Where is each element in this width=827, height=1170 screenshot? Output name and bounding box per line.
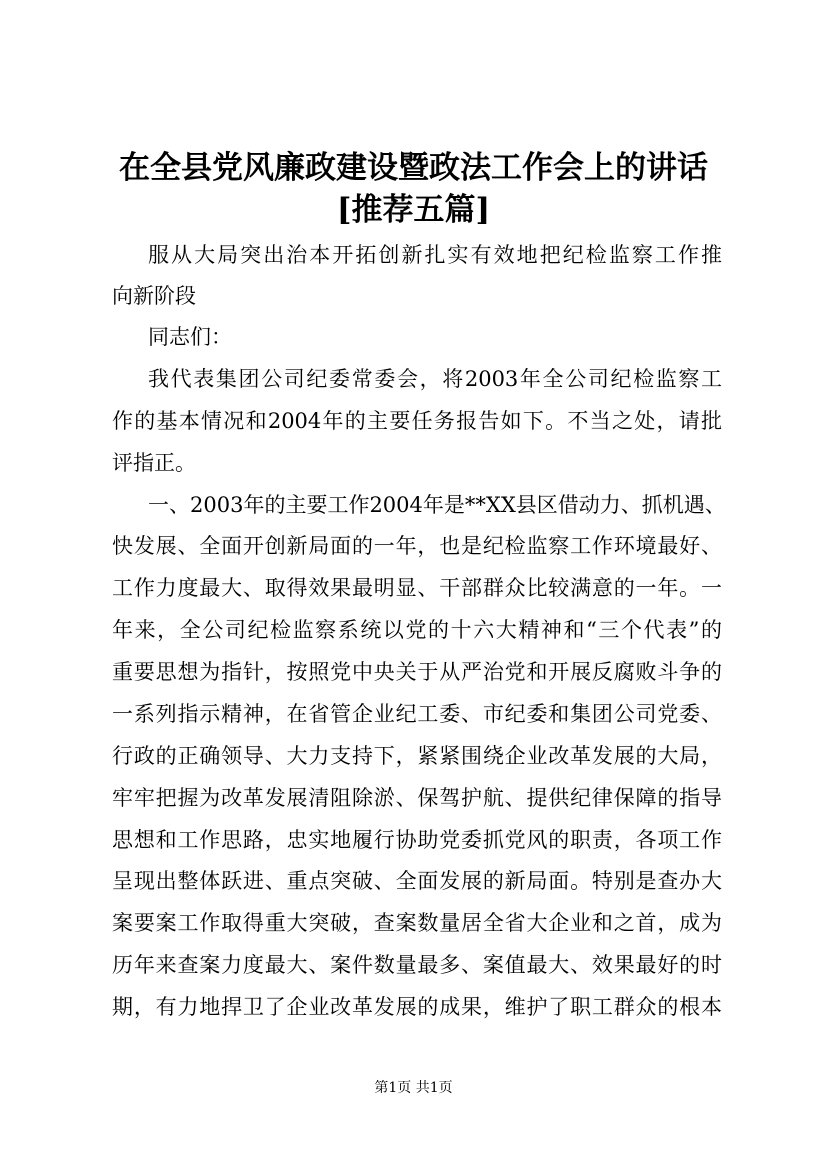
body-line: 年来，全公司纪检监察系统以党的十六大精神和“三个代表”的 (112, 618, 722, 642)
page-footer: 第1页 共1页 (374, 1080, 453, 1096)
body-line: 我代表集团公司纪委常委会，将2003年全公司纪检监察工 (148, 367, 722, 391)
body-line: 期，有力地捍卫了企业改革发展的成果，维护了职工群众的根本 (112, 995, 722, 1019)
body-line: 服从大局突出治本开拓创新扎实有效地把纪检监察工作推 (148, 243, 722, 267)
body-line: 思想和工作思路，忠实地履行协助党委抓党风的职责，各项工作 (112, 828, 722, 852)
body-line: 重要思想为指针，按照党中央关于从严治党和开展反腐败斗争的 (112, 660, 722, 684)
body-line: 快发展、全面开创新局面的一年，也是纪检监察工作环境最好、 (112, 534, 722, 558)
body-line: 一系列指示精神，在省管企业纪工委、市纪委和集团公司党委、 (112, 702, 722, 726)
body-line: 呈现出整体跃进、重点突破、全面发展的新局面。特别是查办大 (112, 869, 722, 893)
body-line: 作的基本情况和2004年的主要任务报告如下。不当之处，请批 (112, 409, 722, 433)
body-line: 评指正。 (112, 451, 196, 475)
salutation: 同志们： (148, 325, 232, 349)
document-title-line-2: [推荐五篇] (336, 192, 491, 228)
body-line: 行政的正确领导、大力支持下，紧紧围绕企业改革发展的大局， (112, 744, 722, 768)
body-line: 牢牢把握为改革发展清阻除淤、保驾护航、提供纪律保障的指导 (112, 786, 722, 810)
body-line: 案要案工作取得重大突破，查案数量居全省大企业和之首，成为 (112, 911, 722, 935)
body-line: 工作力度最大、取得效果最明显、干部群众比较满意的一年。一 (112, 576, 722, 600)
body-line: 向新阶段 (112, 284, 196, 308)
document-title-line-1: 在全县党风廉政建设暨政法工作会上的讲话 (119, 150, 708, 186)
body-line: 一、2003年的主要工作2004年是**XX县区借动力、抓机遇、 (148, 493, 726, 517)
body-line: 历年来查案力度最大、案件数量最多、案值最大、效果最好的时 (112, 953, 722, 977)
